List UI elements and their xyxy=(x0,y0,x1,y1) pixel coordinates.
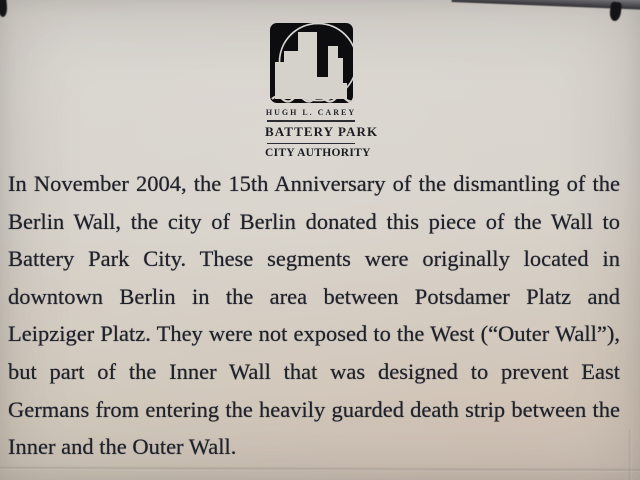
mount-clip-right xyxy=(609,1,622,21)
plaque-text-line: Battery Park City. These segments were originally located in xyxy=(8,246,620,272)
plaque-text-line: but part of the Inner Wall that was designed to prevent East xyxy=(8,358,620,384)
plaque-text-line: Inner and the Outer Wall. xyxy=(8,434,237,460)
skyline-icon xyxy=(269,22,354,104)
plaque-text-line: Germans from entering the heavily guarded death strip between the xyxy=(8,396,620,422)
plaque-text-line: Leipziger Platz. They were not exposed to the West (“Outer Wall”), xyxy=(8,321,620,347)
logo-rule-top xyxy=(267,120,355,122)
logo-line-battery-park: BATTERY PARK xyxy=(265,123,379,139)
plaque-text-line: Berlin Wall, the city of Berlin donated this piece of the Wall to xyxy=(8,208,620,234)
sign-edge-crease xyxy=(629,430,632,480)
logo-line-hugh-l-carey: HUGH L. CAREY xyxy=(265,108,357,117)
plaque-text-line: In November 2004, the 15th Anniversary of the dismantling of the xyxy=(8,171,620,196)
mount-clip-left xyxy=(0,0,8,17)
sign-crease xyxy=(0,466,640,472)
plaque-paragraph xyxy=(8,165,620,466)
logo-line-city-authority: CITY AUTHORITY xyxy=(265,146,371,159)
logo-rule-bottom xyxy=(267,143,355,145)
plaque-text-line: downtown Berlin in the area between Potsdamer Platz and xyxy=(8,283,620,309)
bpca-logo xyxy=(265,22,379,159)
